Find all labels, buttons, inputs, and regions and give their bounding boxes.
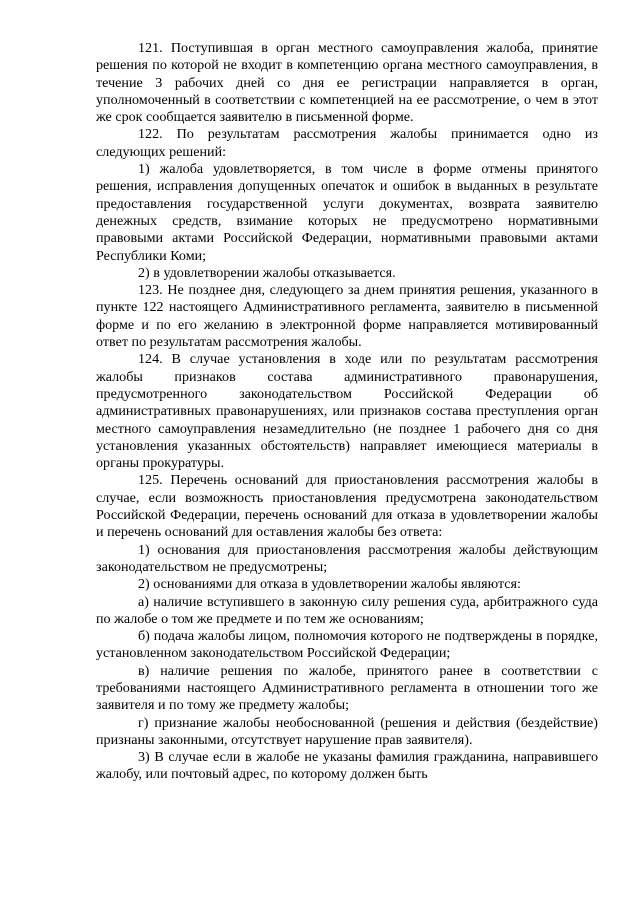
paragraph-125-item-2b: б) подача жалобы лицом, полномочия которого не подтверждены в порядке, установленном законодательством Российской Федерации; — [96, 628, 598, 662]
paragraph-124: 124. В случае установления в ходе или по результатам рассмотрения жалобы признаков состава административного правонарушения, предусмотренного законодательством Российской Федерации об административных правонарушениях, или признаков состава преступления орган местного самоуправления незамедлительно (не позднее 1 рабочего дня со дня установления указанных обстоятельств) направляет имеющиеся материалы в органы прокуратуры. — [96, 351, 598, 472]
paragraph-125: 125. Перечень оснований для приостановления рассмотрения жалобы в случае, если возможность приостановления предусмотрена законодательством Российской Федерации, перечень оснований для отказа в удовлетворении жалобы и перечень оснований для оставления жалобы без ответа: — [96, 472, 598, 541]
paragraph-122-item-1: 1) жалоба удовлетворяется, в том числе в форме отмены принятого решения, исправления допущенных опечаток и ошибок в выданных в результате предоставления государственной услуги документах, возврата заявителю денежных средств, взимание которых не предусмотрено нормативными правовыми актами Российской Федерации, нормативными правовыми актами Республики Коми; — [96, 161, 598, 264]
paragraph-123: 123. Не позднее дня, следующего за днем принятия решения, указанного в пункте 122 настоящего Административного регламента, заявителю в письменной форме и по его желанию в электронной форме направляется мотивированный ответ по результатам рассмотрения жалобы. — [96, 282, 598, 351]
paragraph-125-item-2: 2) основаниями для отказа в удовлетворении жалобы являются: — [138, 576, 521, 593]
paragraph-122: 122. По результатам рассмотрения жалобы принимается одно из следующих решений: — [96, 126, 598, 160]
paragraph-125-item-2a: а) наличие вступившего в законную силу решения суда, арбитражного суда по жалобе о том же предмете и по тем же основаниям; — [96, 593, 598, 627]
paragraph-125-item-1: 1) основания для приостановления рассмотрения жалобы действующим законодательством не предусмотрены; — [96, 541, 598, 575]
paragraph-125-item-2d: г) признание жалобы необоснованной (решения и действия (бездействие) признаны законными, отсутствует нарушение прав заявителя). — [96, 714, 598, 748]
paragraph-125-item-2c: в) наличие решения по жалобе, принятого ранее в соответствии с требованиями настоящего Административного регламента в отношении того же заявителя и по тому же предмету жалобы; — [96, 662, 598, 714]
document-page — [96, 40, 598, 784]
paragraph-125-item-3: 3) В случае если в жалобе не указаны фамилия гражданина, направившего жалобу, или почтовый адрес, по которому должен быть — [96, 749, 598, 783]
paragraph-121: 121. Поступившая в орган местного самоуправления жалоба, принятие решения по которой не входит в компетенцию органа местного самоуправления, в течение 3 рабочих дней со дня ее регистрации направляется в орган, уполномоченный в соответствии с компетенцией на ее рассмотрение, о чем в этот же срок сообщается заявителю в письменной форме. — [96, 40, 598, 126]
paragraph-122-item-2: 2) в удовлетворении жалобы отказывается. — [138, 264, 396, 281]
